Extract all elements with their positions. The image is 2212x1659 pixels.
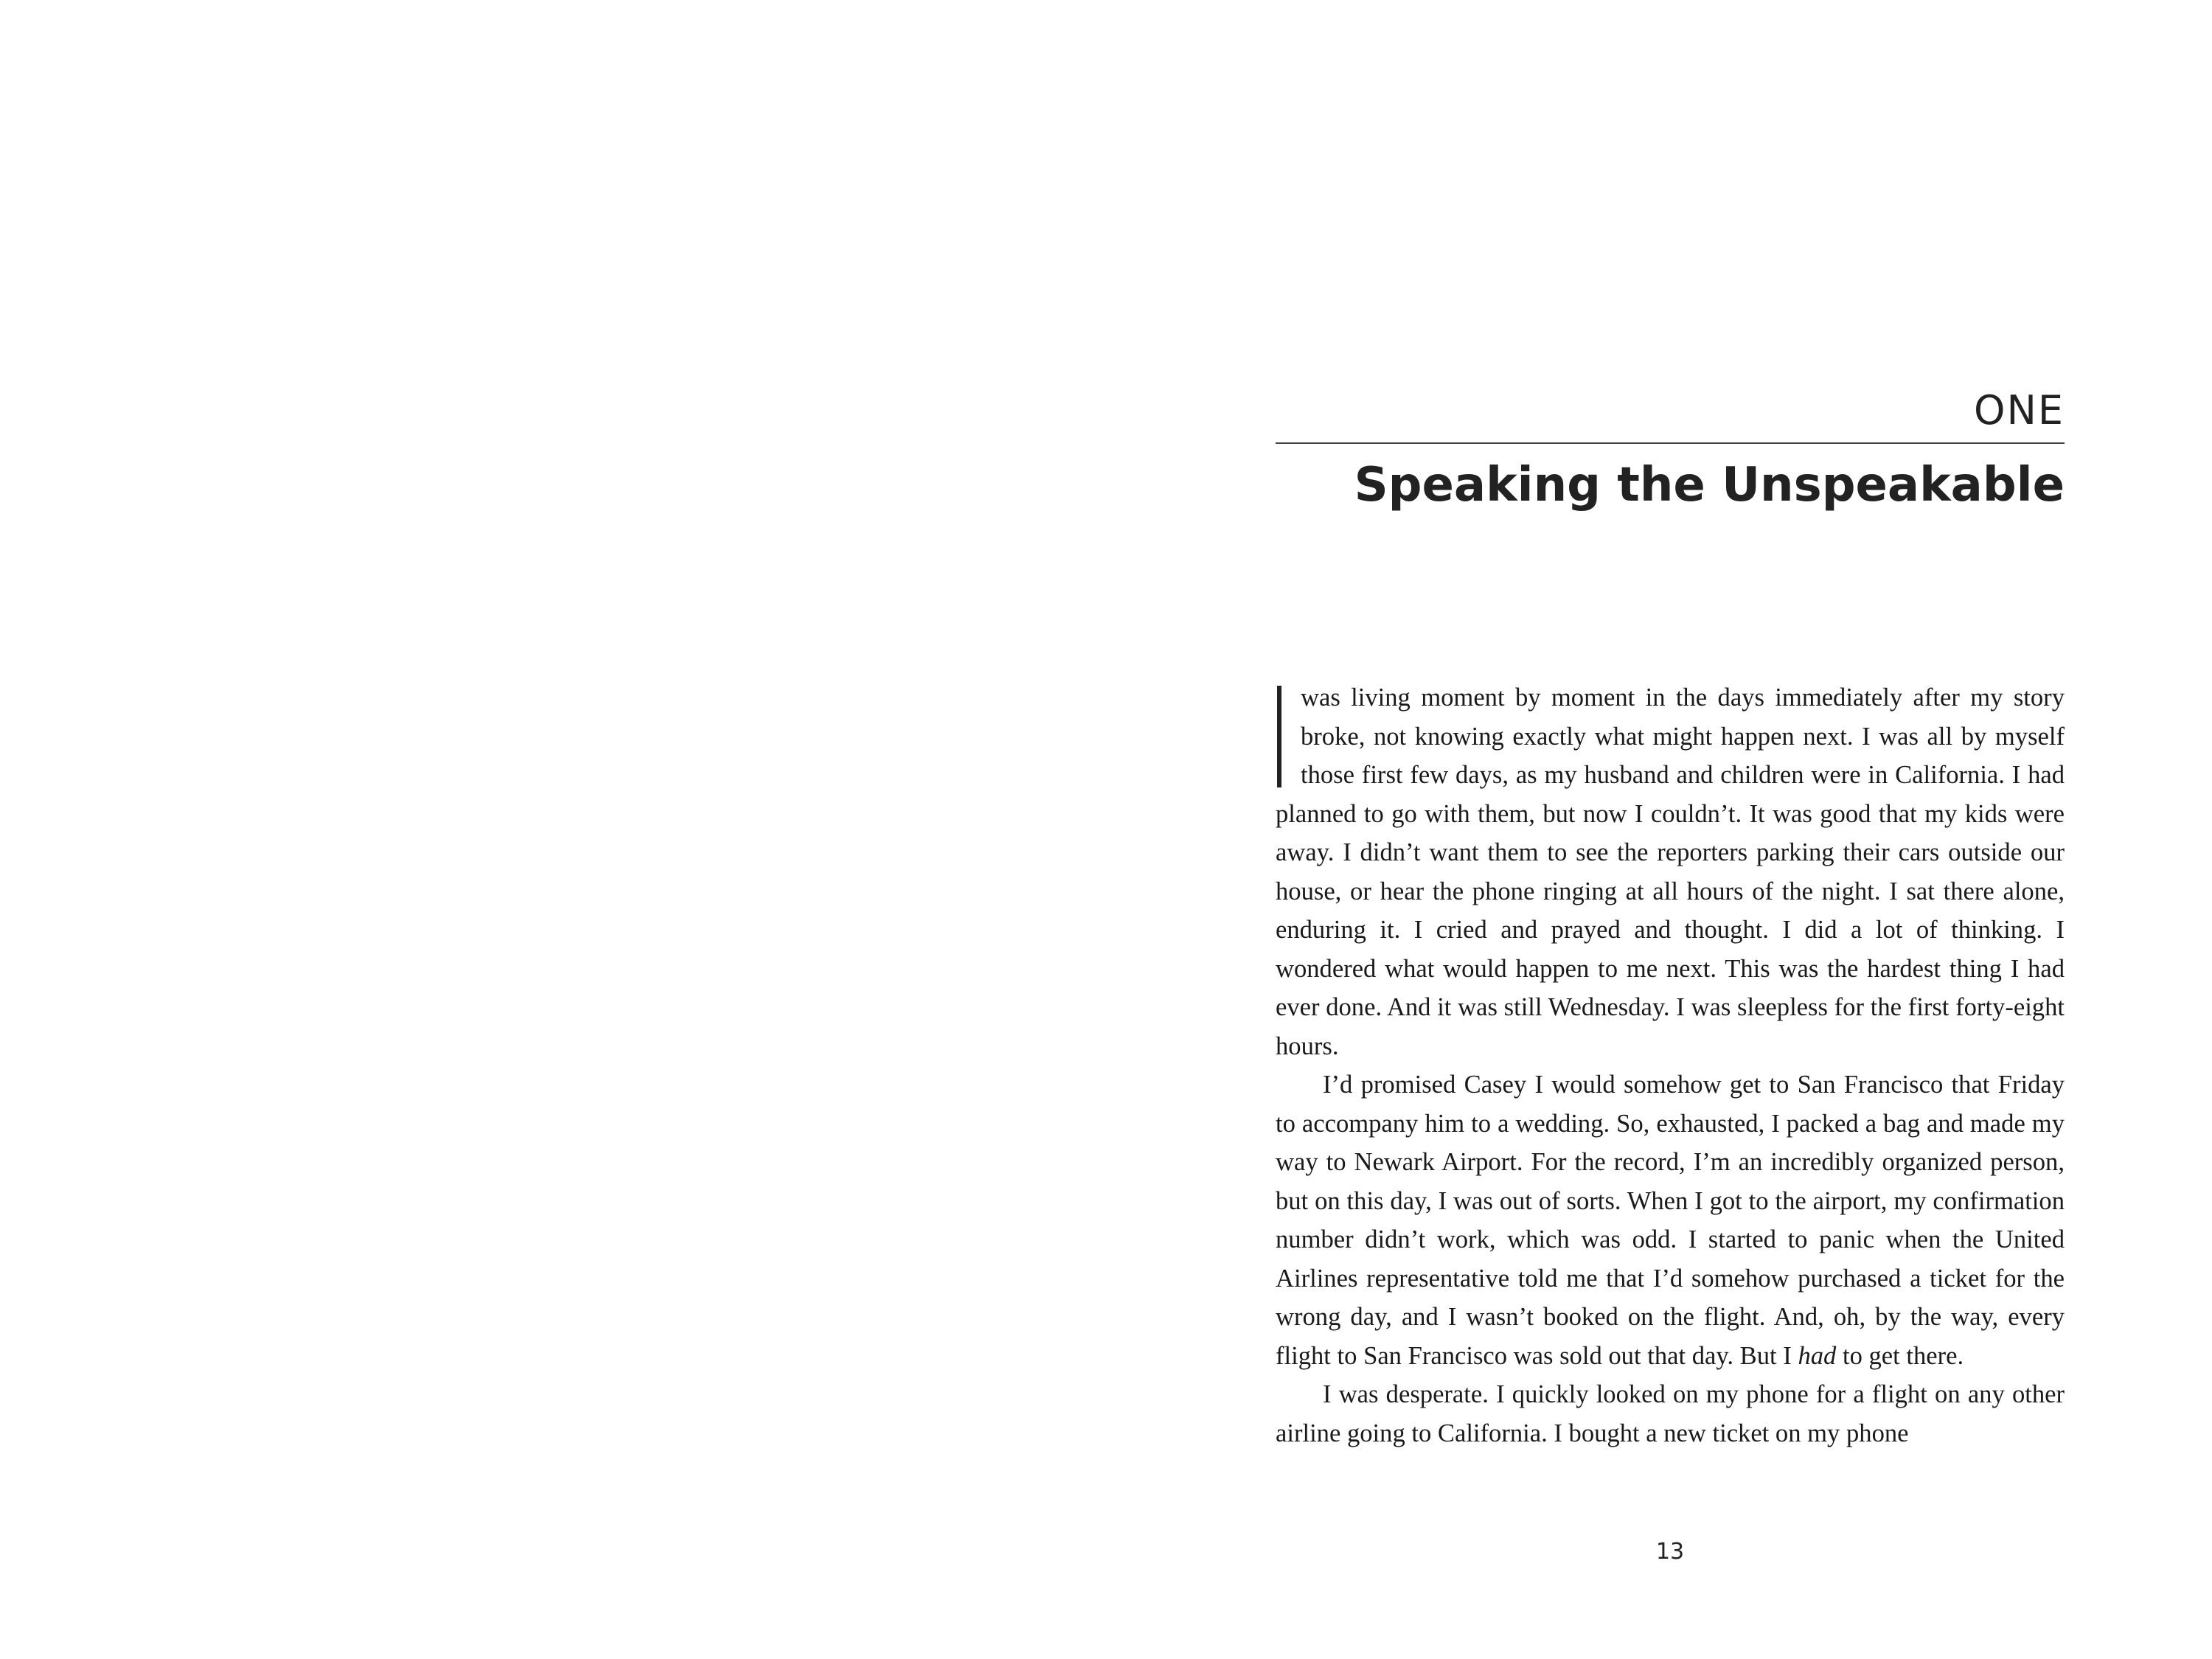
paragraph-3 — [1276, 1375, 2065, 1453]
paragraph-2 — [1276, 1065, 2065, 1375]
chapter-rule — [1276, 442, 2065, 444]
body-text — [1276, 678, 2065, 1453]
paragraph-1-text: was living moment by moment in the days immediately after my story broke, not knowing exactly what might happen next. I was all by myself those first few days, as my husband and children were in California. I had planned to go with them, but now I couldn’t. It was good that my kids were away. I didn’t want them to see the reporters parking their cars outside our house, or hear the phone ringing at all hours of the night. I sat there alone, enduring it. I cried and prayed and thought. I did a lot of thinking. I wondered what would happen to me next. This was the hardest thing I had ever done. And it was still Wednesday. I was sleepless for the first forty-eight hours. — [1276, 684, 2065, 1060]
paragraph-3-text: I was desperate. I quickly looked on my phone for a flight on any other airline going to California. I bought a new ticket on my phone — [1276, 1380, 2065, 1447]
paragraph-1 — [1276, 678, 2065, 1065]
page-number: 13 — [1655, 1539, 1685, 1565]
chapter-number: ONE — [1973, 387, 2065, 434]
right-page — [1106, 0, 2212, 1659]
paragraph-2-text-a: I’d promised Casey I would somehow get to San Francisco that Friday to accompany him to a wedding. So, exhausted, I packed a bag and made my way to Newark Airport. For the record, I’m an incredibly organized person, but on this day, I was out of sorts. When I got to the airport, my confirmation number didn’t work, which was odd. I started to panic when the United Airlines representative told me that I’d somehow purchased a ticket for the wrong day, and I wasn’t booked on the flight. And, oh, by the way, every flight to San Francisco was sold out that day. But I — [1276, 1071, 2065, 1370]
drop-cap-initial — [1277, 686, 1281, 787]
paragraph-2-text-b: to get there. — [1836, 1341, 1964, 1370]
paragraph-2-italic: had — [1798, 1341, 1837, 1370]
chapter-title: Speaking the Unspeakable — [1354, 458, 2065, 512]
chapter-heading — [1276, 387, 2065, 512]
